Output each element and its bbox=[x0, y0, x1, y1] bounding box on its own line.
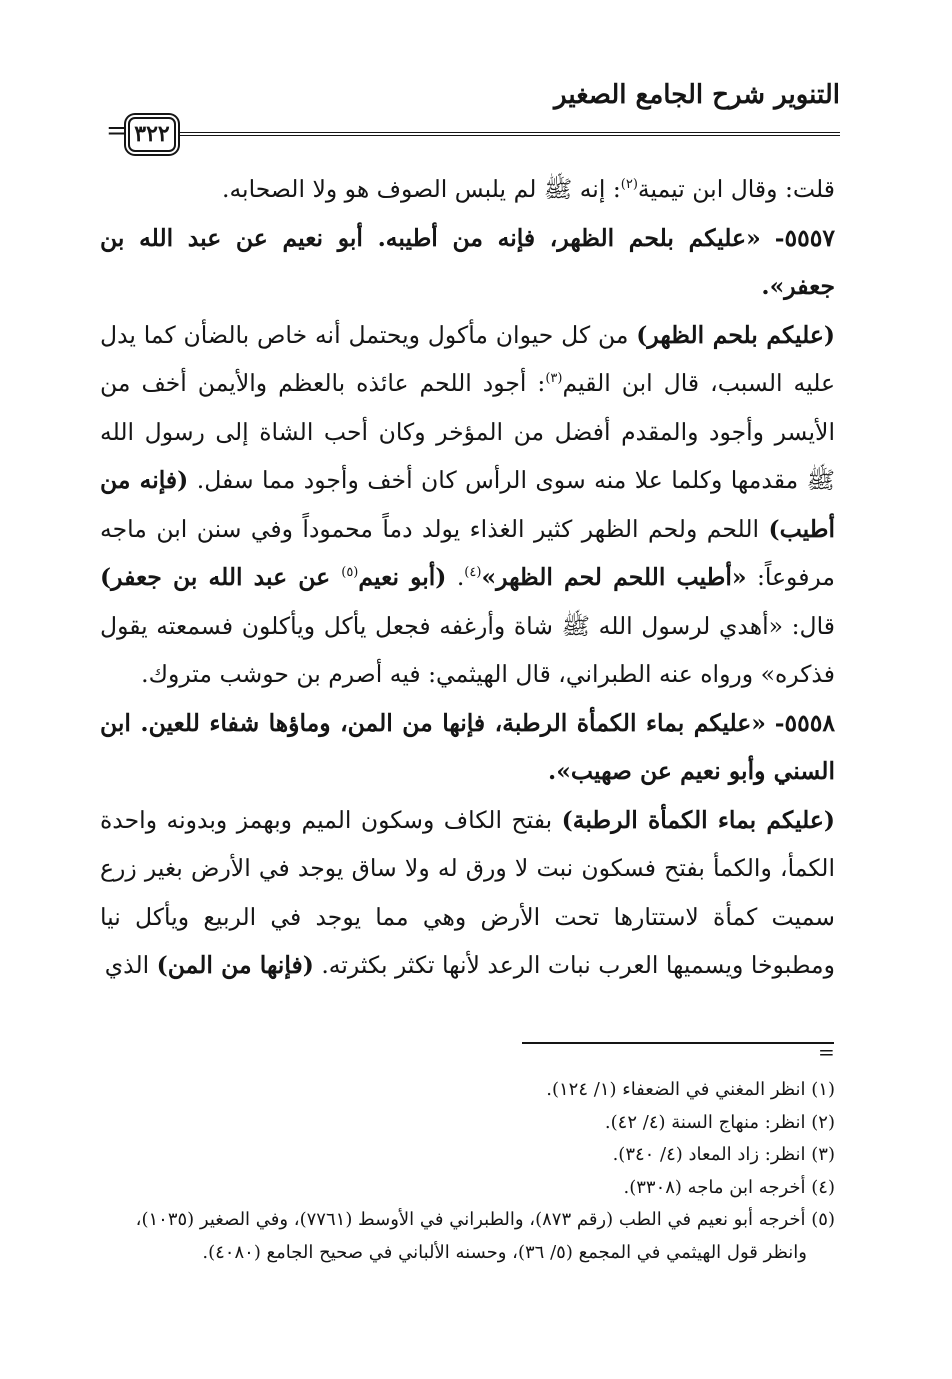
commentary-5557-t5: قال: «أهدي لرسول الله ﷺ شاة وأرغفه فجعل يأكل ويأكلون فسمعته يقول فذكره» ورواه عنه الطبراني، قال الهيثمي: فيه أصرم بن حوشب متروك. bbox=[100, 611, 835, 688]
lemma-fainnaha-min-al-mann: (فإنها من المن) bbox=[156, 951, 314, 979]
hadith-number-5558: ٥٥٥٨- bbox=[774, 708, 835, 737]
commentary-5558-t2: الذي bbox=[104, 951, 157, 979]
lemma-lahm-al-zahr: (عليكم بلحم الظهر) bbox=[636, 320, 835, 349]
footnote-5: (٥) أخرجه أبو نعيم في الطب (رقم ٨٧٣)، والطبراني في الأوسط (٧٧٦١)، وفي الصغير (١٠٣٥)، bbox=[135, 1209, 835, 1230]
running-title: التنوير شرح الجامع الصغير bbox=[554, 80, 840, 110]
hadith-text-5557: «عليكم بلحم الظهر، فإنه من أطيبه. أبو نعيم عن عبد الله بن جعفر». bbox=[100, 223, 835, 300]
page-number: ٣٢٢ bbox=[128, 117, 176, 152]
lemma-ma-al-kamaa: (عليكم بماء الكمأة الرطبة) bbox=[561, 805, 836, 834]
lemma-abu-nuaym: (أبو نعيم bbox=[358, 563, 447, 591]
footnote-rule bbox=[522, 1042, 834, 1044]
footnote-continuation-mark: = bbox=[818, 1040, 835, 1064]
commentary-5557-t1: من كل حيوان مأكول ويحتمل أنه خاص بالضأن كما يدل عليه السبب، قال ابن القيم bbox=[100, 320, 835, 397]
footnote-1: (١) انظر المغني في الضعفاء (١/ ١٢٤). bbox=[546, 1079, 835, 1100]
commentary-5558-t1: بفتح الكاف وسكون الميم وبهمز وبدونه واحدة الكمأ، والكمأ بفتح فسكون نبت لا ورق له ولا ساق يوجد في الأرض بغير زرع سميت كمأة لاستتارها تحت الأرض وهي مما يوجد في الربيع ويأكل نيا ومطبوخا ويسميها العرب نبات الرعد لأنها تكثر بكثرته. bbox=[100, 805, 835, 979]
hadith-5557 bbox=[100, 214, 835, 311]
footnote-ref-5: (٥) bbox=[341, 565, 359, 581]
header-rule bbox=[175, 132, 840, 136]
hadith-number-5557: ٥٥٥٧- bbox=[774, 223, 835, 252]
main-text bbox=[100, 165, 835, 990]
commentary-5557-t4: . bbox=[446, 563, 465, 591]
footnote-2: (٢) انظر: منهاج السنة (٤/ ٤٢). bbox=[604, 1111, 835, 1133]
lemma-abdullah-ibn-jafar: عن عبد الله بن جعفر) bbox=[100, 563, 342, 591]
footnote-ref-3: (٣) bbox=[545, 371, 563, 387]
p1-text2: : إنه ﷺ لم يلبس الصوف هو ولا الصحابه. bbox=[221, 175, 621, 203]
footnote-3: (٣) انظر: زاد المعاد (٤/ ٣٤٠). bbox=[612, 1144, 835, 1165]
commentary-5557-t3: اللحم ولحم الظهر كثير الغذاء يولد دماً محموداً وفي سنن ابن ماجه مرفوعاً: bbox=[100, 514, 835, 591]
commentary-5557-t2: : أجود اللحم عائذه بالعظم والأيمن أخف من الأيسر وأجود والمقدم أفضل من المؤخر وكان أحب الشاة إلى رسول الله ﷺ مقدمها وكلما علا منه سوى الرأس كان أخف وأجود مما سفل. bbox=[100, 369, 835, 494]
hadith-5558 bbox=[100, 699, 835, 796]
commentary-5557 bbox=[100, 311, 835, 699]
header-continuation-mark: = bbox=[106, 116, 128, 146]
lemma-fainnahu-min-atyab: (فإنه من أطيب) bbox=[100, 466, 835, 543]
footnotes bbox=[100, 1074, 835, 1269]
p1-text: قلت: وقال ابن تيمية bbox=[637, 175, 835, 203]
hadith-text-5558: «عليكم بماء الكمأة الرطبة، فإنها من المن، وماؤها شفاء للعين. ابن السني وأبو نعيم عن صهيب». bbox=[100, 708, 835, 785]
footnote-ref-2: (٢) bbox=[620, 177, 638, 193]
footnote-5-continued: وانظر قول الهيثمي في المجمع (٥/ ٣٦)، وحسنه الألباني في صحيح الجامع (٤٠٨٠). bbox=[202, 1241, 807, 1263]
commentary-5558 bbox=[100, 796, 835, 990]
quote-atyab-al-lahm: «أطيب اللحم لحم الظهر» bbox=[481, 563, 747, 591]
footnote-ref-4: (٤) bbox=[464, 565, 482, 581]
footnote-4: (٤) أخرجه ابن ماجه (٣٣٠٨). bbox=[623, 1176, 835, 1198]
paragraph-ibn-taymiyya bbox=[100, 165, 835, 214]
